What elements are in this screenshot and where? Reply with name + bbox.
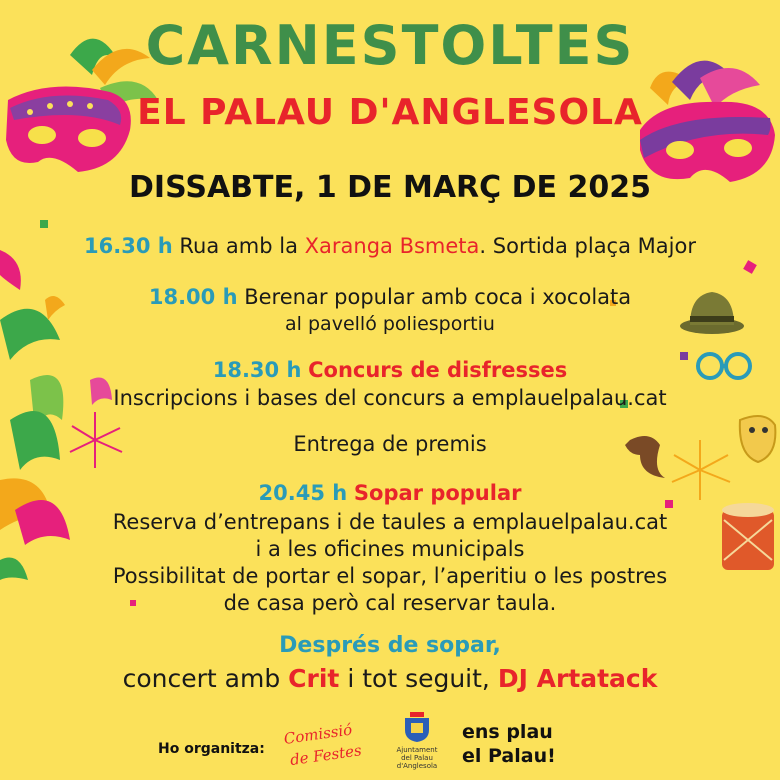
schedule-item-sopar-line5: de casa però cal reservar taula. [223,591,557,615]
ajuntament-line1: Ajuntament [396,746,438,754]
schedule-item-sopar-line2: Reserva d’entrepans i de taules a emplauelpalau.cat [112,510,668,534]
schedule-item-sopar [0,481,780,506]
schedule-item-sopar-line4: Possibilitat de portar el sopar, l’aperitiu o les postres [112,564,668,588]
event-location: EL PALAU D'ANGLESOLA [137,92,643,133]
dj-name: DJ Artatack [497,664,658,693]
comissio-line1: Comissió [282,720,354,748]
slogan [462,720,556,768]
ajuntament-line2: del Palau d'Anglesola [396,754,438,770]
time-label: 16.30 h [84,234,173,258]
slogan-line2: el Palau! [462,745,556,767]
item-text: Berenar popular amb coca i xocolata [244,285,632,309]
schedule-item-sopar-line3: i a les oficines municipals [255,537,525,561]
schedule-item-rua [0,234,780,259]
time-label: 18.00 h [148,285,238,309]
concert-pre: concert amb [122,664,281,693]
after-heading: Després de sopar, [279,633,501,658]
time-label: 18.30 h [212,358,302,382]
organizer-label: Ho organitza: [158,741,265,757]
schedule-item-berenar-place: al pavelló poliesportiu [285,313,495,335]
town-crest-icon [404,712,430,742]
item-highlight: Concurs de disfresses [308,358,568,382]
event-title: CARNESTOLTES [145,14,635,77]
item-text-post: . Sortida plaça Major [479,234,696,258]
item-highlight: Xaranga Bsmeta [304,234,480,258]
schedule-item-berenar [0,285,780,310]
schedule-item-premis: Entrega de premis [293,432,487,456]
ajuntament-logo [388,712,446,778]
item-highlight: Sopar popular [353,481,522,505]
slogan-line1: ens plau [462,721,553,743]
comissio-line2: de Festes [288,741,363,769]
concert-mid: i tot seguit, [347,664,490,693]
schedule-item-concurs-info: Inscripcions i bases del concurs a emplauelpalau.cat [113,386,667,410]
item-text: Rua amb la [179,234,298,258]
schedule-item-concurs [0,358,780,383]
after-concert [0,664,780,694]
band-name: Crit [288,664,340,693]
time-label: 20.45 h [258,481,348,505]
comissio-de-festes-logo [270,717,380,769]
event-date: DISSABTE, 1 DE MARÇ DE 2025 [129,170,651,205]
